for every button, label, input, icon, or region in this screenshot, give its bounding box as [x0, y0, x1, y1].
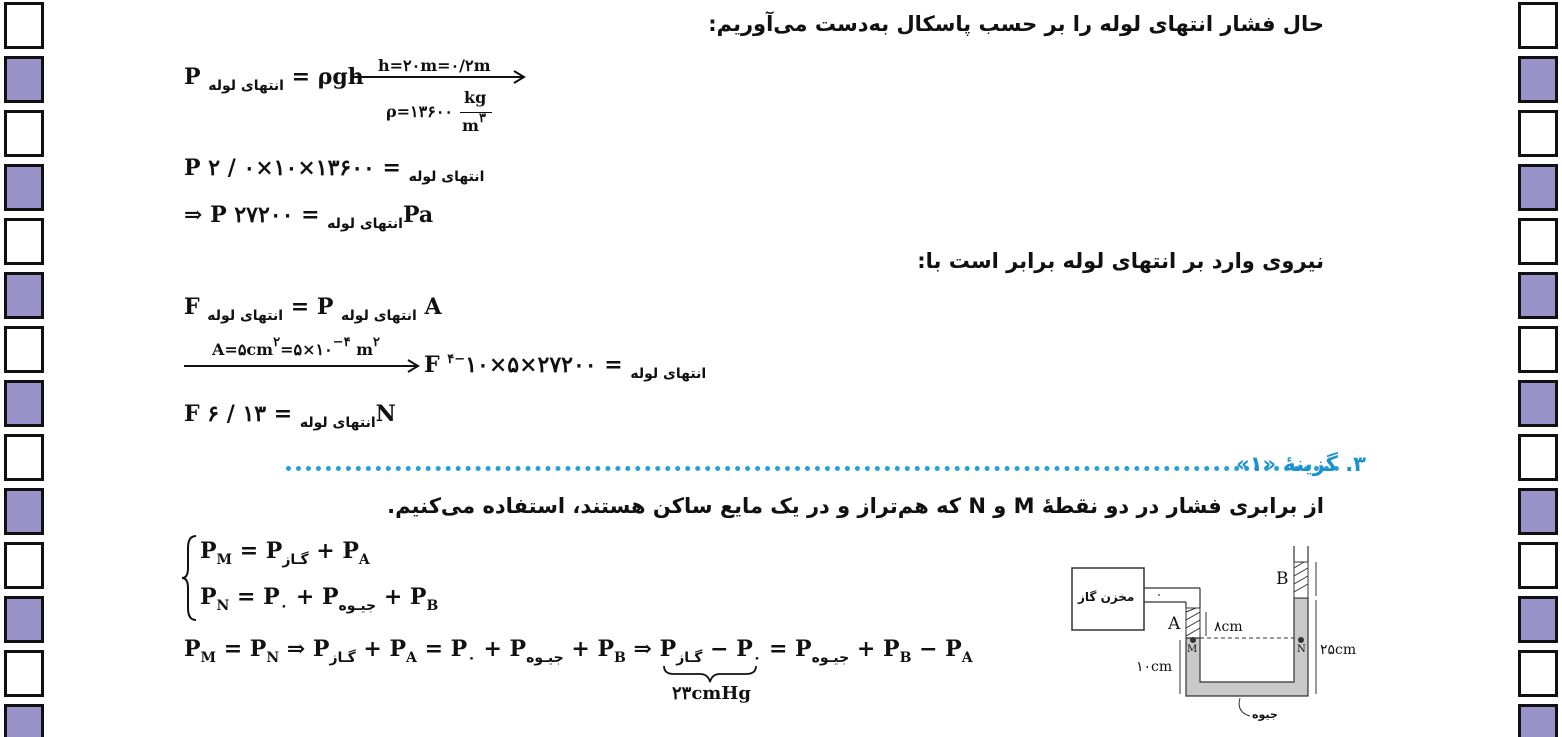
film-cell [4, 704, 44, 737]
film-cell [4, 272, 44, 319]
film-cell [4, 218, 44, 265]
eq1-arrow-top: h=۲۰m=۰/۲m [378, 56, 491, 75]
label-N: N [1297, 644, 1306, 655]
mercury-label: جیوه [1252, 708, 1278, 721]
answer-dotted-line [286, 466, 1340, 471]
film-cell [1518, 596, 1558, 643]
eq1-kg: kg [464, 88, 487, 107]
film-cell [4, 650, 44, 697]
label-B: B [1276, 569, 1289, 589]
final-equation: $P_M = P_N$ ⇒ $P_{گـاز} + P_A = P_۰ + P_{جیـوه} + P_B$ ⇒ $P_{گـاز} - P_۰ = P_{جیـوه} + P_B - P_A$ [184, 636, 973, 666]
right-film-strip [1514, 0, 1562, 737]
film-cell [4, 2, 44, 49]
eq5-arrow-top: $A=۵cm^۲=۵\times ۱۰^{-۴}$ $m^۲$ [212, 335, 381, 359]
left-film-strip [0, 0, 48, 737]
eq5: F $_{انتهای لوله} = ۲۷۲۰۰\times ۵\times ۱۰^{-۴}$ [424, 352, 707, 382]
brace-value: ۲۳cmHg [672, 683, 751, 704]
mercury-u [1186, 598, 1308, 696]
eq4: F $_{انتهای لوله}$ = P $_{انتهای لوله}$ A [184, 294, 442, 324]
film-cell [4, 110, 44, 157]
film-cell [1518, 380, 1558, 427]
film-cell [1518, 488, 1558, 535]
eq1-rho: ρ=۱۳۶۰۰ [386, 102, 454, 121]
tank-label: مخزن گاز [1078, 590, 1135, 604]
film-cell [1518, 2, 1558, 49]
eq2: P $_{انتهای لوله}$ = ۱۳۶۰۰×۱۰×۰ / ۲ [184, 155, 485, 185]
answer-intro: از برابری فشار در دو نقطهٔ M و N که هم‌تراز و در یک مایع ساکن هستند، استفاده می‌کنیم. [387, 494, 1324, 518]
film-cell [4, 56, 44, 103]
film-cell [4, 380, 44, 427]
film-cell [4, 164, 44, 211]
eq3: ⇒ P $_{انتهای لوله}$ = ۲۷۲۰۰Pa [184, 202, 434, 232]
eq5-arrow [184, 359, 424, 373]
eq1-arrow [352, 70, 532, 84]
system-brace [180, 534, 200, 622]
film-cell [1518, 56, 1558, 103]
film-cell [1518, 164, 1558, 211]
answer-number: ۳. گزینهٔ «۱» [1236, 452, 1366, 476]
film-cell [1518, 218, 1558, 265]
system-eq2: $P_N = P_۰ + P_{جیـوه} + P_B$ [200, 584, 439, 614]
pascal-heading: حال فشار انتهای لوله را بر حسب پاسکال به‌دست می‌آوریم: [708, 12, 1324, 36]
label-M: M [1187, 644, 1198, 655]
film-cell [1518, 326, 1558, 373]
film-cell [1518, 704, 1558, 737]
film-cell [1518, 110, 1558, 157]
film-cell [4, 596, 44, 643]
dim-8cm: ۸cm [1214, 619, 1243, 635]
dim-10cm: ۱۰cm [1136, 659, 1173, 675]
film-cell [1518, 542, 1558, 589]
system-eq1: $P_M = P_{گـاز} + P_A$ [200, 538, 370, 568]
dim-25cm: ۲۵cm [1320, 642, 1357, 658]
film-cell [4, 542, 44, 589]
film-cell [4, 434, 44, 481]
film-cell [4, 326, 44, 373]
eq6: F $_{انتهای لوله}$ = ۱۳ / ۶N [184, 401, 396, 431]
force-heading: نیروی وارد بر انتهای لوله برابر است با: [917, 249, 1324, 273]
u-tube-diagram [1068, 540, 1378, 730]
film-cell [1518, 272, 1558, 319]
film-cell [4, 488, 44, 535]
eq1-frac-line [460, 112, 492, 113]
eq1: P $_{انتهای لوله}$ = ρgh [184, 64, 364, 94]
underbrace [660, 664, 760, 684]
liquid-A [1186, 608, 1200, 638]
film-cell [1518, 650, 1558, 697]
label-A: A [1168, 614, 1181, 634]
eq1-m3: $m^۳$ [462, 111, 486, 135]
film-cell [1518, 434, 1558, 481]
